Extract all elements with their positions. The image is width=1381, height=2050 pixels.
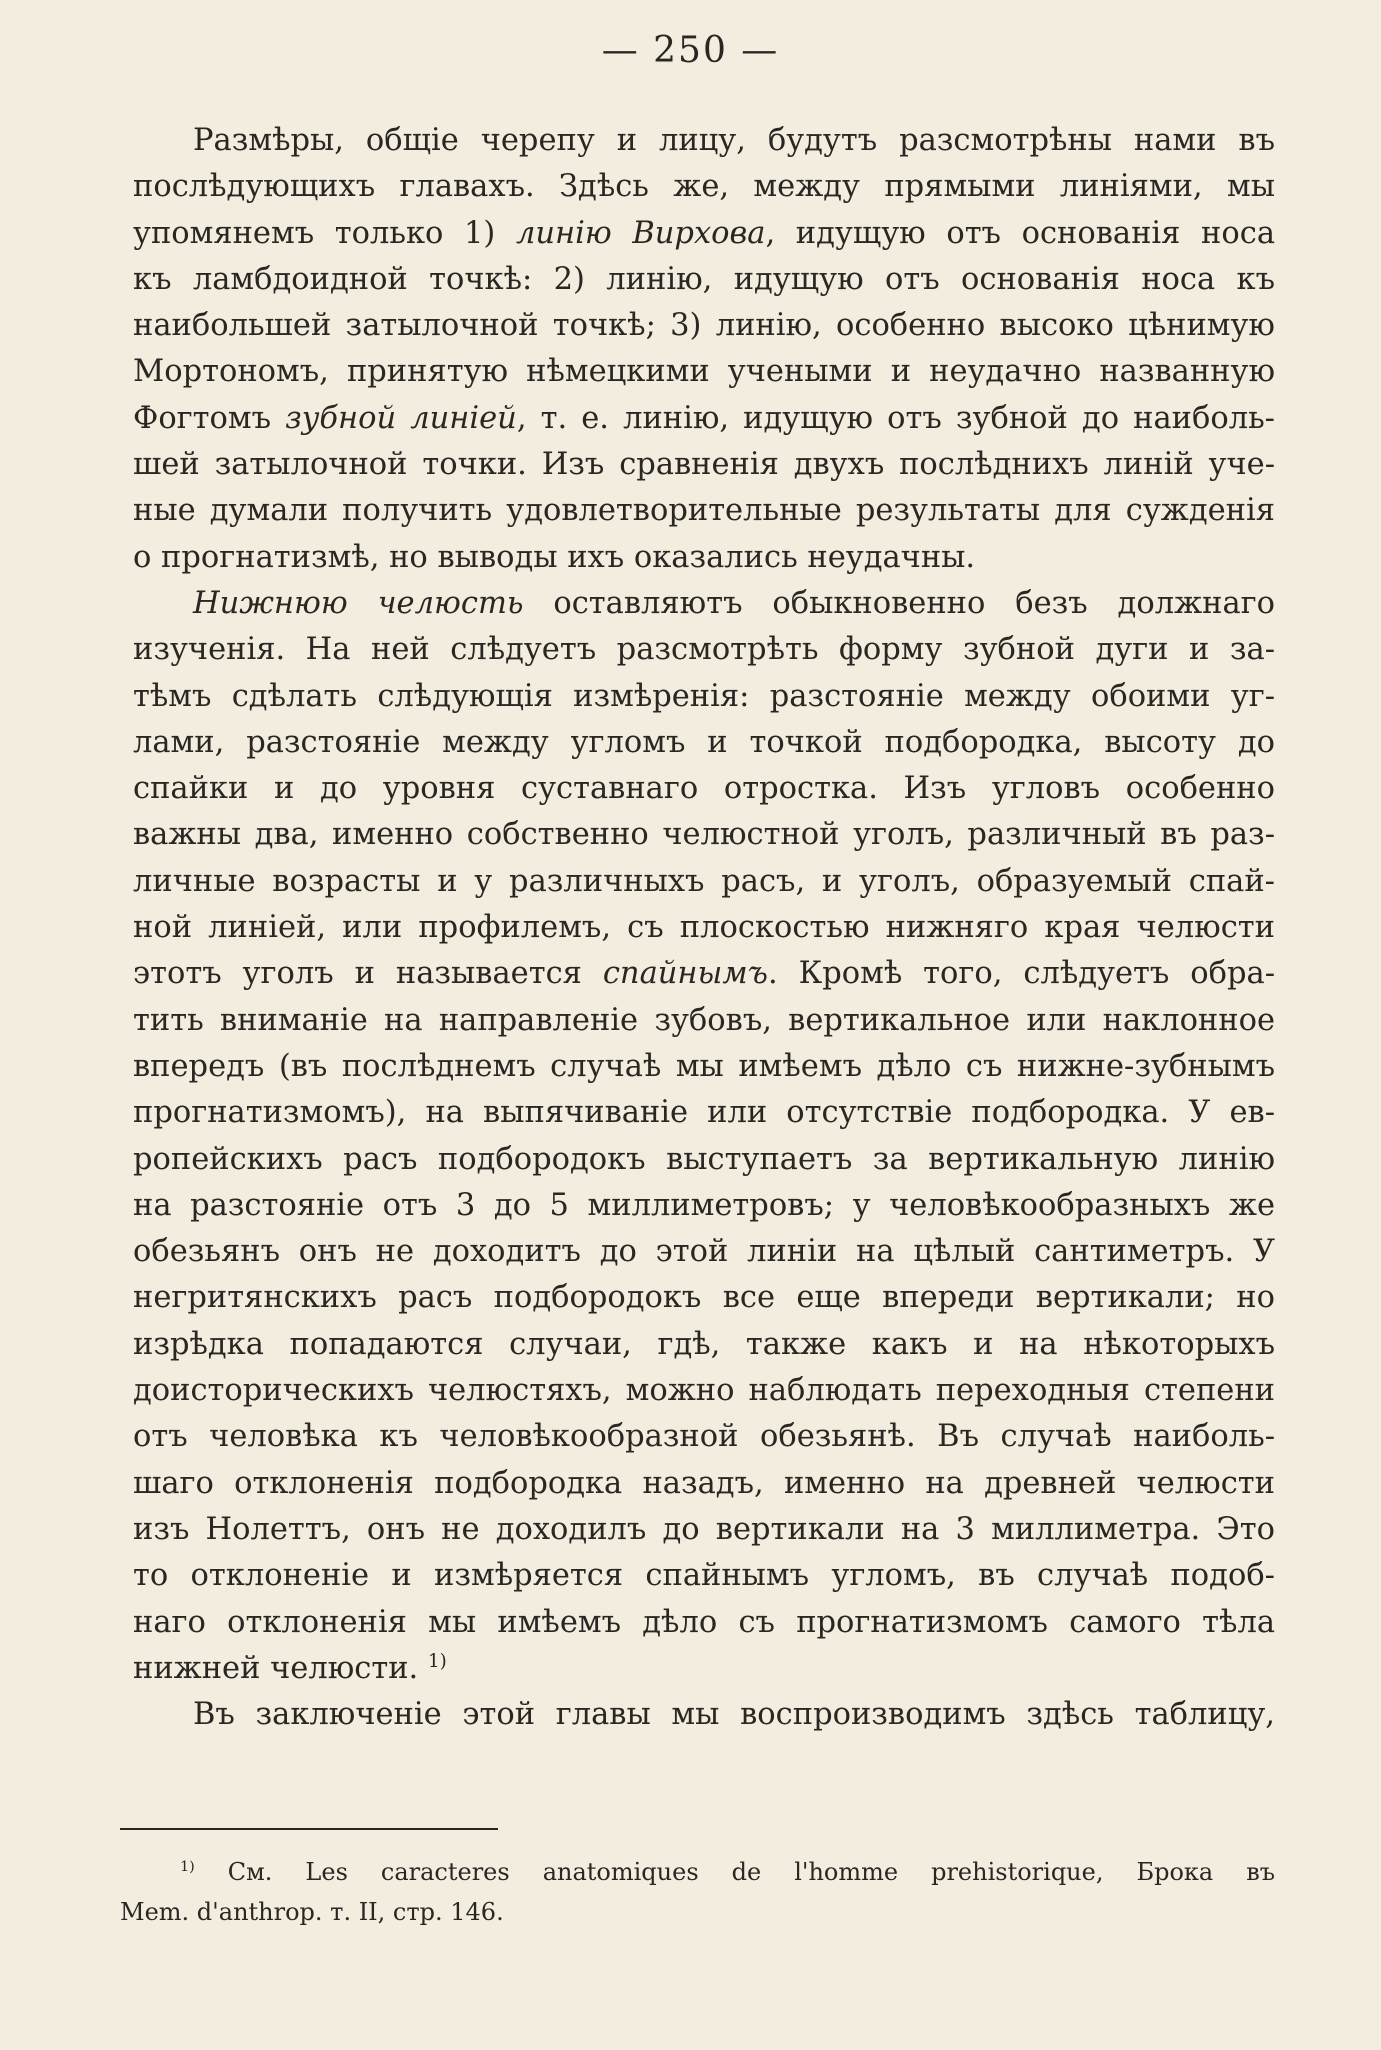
text-line: наибольшей затылочной точкѣ; 3) линію, особенно высоко цѣнимую (133, 308, 1275, 344)
italic-term: спайнымъ (602, 956, 768, 992)
text-line: ропейскихъ расъ подбородокъ выступаетъ за вертикальную линію (133, 1141, 1275, 1177)
paragraph-conclusion (133, 1692, 1275, 1738)
text-line: о прогнатизмѣ, но выводы ихъ оказались неудачны. (133, 539, 976, 575)
text-line: Нижнюю челюсть оставляютъ обыкновенно безъ должнаго (193, 585, 1275, 621)
body-text (133, 118, 1275, 1738)
text-line: негритянскихъ расъ подбородокъ все еще впереди вертикали; но (133, 1280, 1275, 1316)
footnote-marker: 1) (180, 1859, 195, 1875)
text-line: личные возрасты и у различныхъ расъ, и уголъ, образуемый спай- (133, 863, 1275, 899)
italic-term: линію Вирхова (515, 215, 766, 251)
footnote-divider (120, 1828, 498, 1830)
text-line: лами, разстояніе между угломъ и точкой подбородка, высоту до (133, 724, 1275, 760)
text-line: тѣмъ сдѣлать слѣдующія измѣренія: разстояніе между обоими уг- (133, 678, 1275, 714)
paragraph-lower-jaw (133, 581, 1275, 1692)
text-line: послѣдующихъ главахъ. Здѣсь же, между прямыми линіями, мы (133, 169, 1275, 205)
text-line: упомянемъ только 1) линію Вирхова, идущую отъ основанія носа (133, 215, 1276, 251)
text-line: обезьянъ онъ не доходитъ до этой линіи на цѣлый сантиметръ. У (133, 1234, 1275, 1270)
footnote (120, 1852, 1275, 1932)
text-line: прогнатизмомъ), на выпячиваніе или отсутствіе подбородка. У ев- (133, 1095, 1275, 1131)
page-number: — 250 — (601, 30, 780, 71)
text-line: наго отклоненія мы имѣемъ дѣло съ прогнатизмомъ самого тѣла (133, 1604, 1275, 1640)
text-line: шей затылочной точки. Изъ сравненія двухъ послѣднихъ линій уче- (133, 447, 1275, 483)
text-line: впередъ (въ послѣднемъ случаѣ мы имѣемъ дѣло съ нижне-зубнымъ (133, 1048, 1275, 1084)
text-line: важны два, именно собственно челюстной уголъ, различный въ раз- (133, 817, 1275, 853)
text-line: шаго отклоненія подбородка назадъ, именно на древней челюсти (133, 1465, 1275, 1501)
text-line: изъ Нолеттъ, онъ не доходилъ до вертикали на 3 миллиметра. Это (133, 1511, 1275, 1547)
text-line: Размѣры, общіе черепу и лицу, будутъ разсмотрѣны нами въ (193, 123, 1275, 158)
text-line: то отклоненіе и измѣряется спайнымъ угломъ, въ случаѣ подоб- (133, 1558, 1275, 1594)
footnote-line: Mem. d'anthrop. т. II, стр. 146. (120, 1898, 504, 1926)
text-line: Фогтомъ зубной линіей, т. е. линію, идущую отъ зубной до наиболь- (133, 400, 1275, 436)
italic-term: Нижнюю челюсть (193, 585, 524, 621)
text-line: доисторическихъ челюстяхъ, можно наблюдать переходныя степени (133, 1373, 1275, 1409)
footnote-reference[interactable]: 1) (427, 1650, 447, 1672)
text-line: нижней челюсти. $^{1)}$ (133, 1650, 447, 1686)
text-line: на разстояніе отъ 3 до 5 миллиметровъ; у человѣкообразныхъ же (133, 1187, 1275, 1223)
text-line: отъ человѣка къ человѣкообразной обезьянѣ. Въ случаѣ наиболь- (133, 1419, 1275, 1455)
text-line: къ ламбдоидной точкѣ: 2) линію, идущую отъ основанія носа къ (133, 261, 1275, 297)
text-line: ные думали получить удовлетворительные результаты для сужденія (133, 493, 1275, 529)
text-line: этотъ уголъ и называется спайнымъ. Кромѣ того, слѣдуетъ обра- (133, 956, 1275, 992)
text-line: ной линіей, или профилемъ, съ плоскостью нижняго края челюсти (133, 910, 1275, 946)
text-line: спайки и до уровня суставнаго отростка. Изъ угловъ особенно (133, 771, 1275, 807)
italic-term: зубной линіей (285, 400, 517, 436)
footnote-line: $^{1)}$ См. Les caracteres anatomiques de l'homme prehistorique, Брока въ (180, 1858, 1275, 1886)
paragraph-dimensions (133, 118, 1275, 581)
text-line: Мортономъ, принятую нѣмецкими учеными и неудачно названную (133, 354, 1275, 390)
text-line: изрѣдка попадаются случаи, гдѣ, также какъ и на нѣкоторыхъ (133, 1326, 1275, 1362)
text-line: изученія. На ней слѣдуетъ разсмотрѣть форму зубной дуги и за- (133, 632, 1275, 668)
text-line: тить вниманіе на направленіе зубовъ, вертикальное или наклонное (133, 1002, 1275, 1038)
text-line: Въ заключеніе этой главы мы воспроизводимъ здѣсь таблицу, (193, 1697, 1275, 1733)
